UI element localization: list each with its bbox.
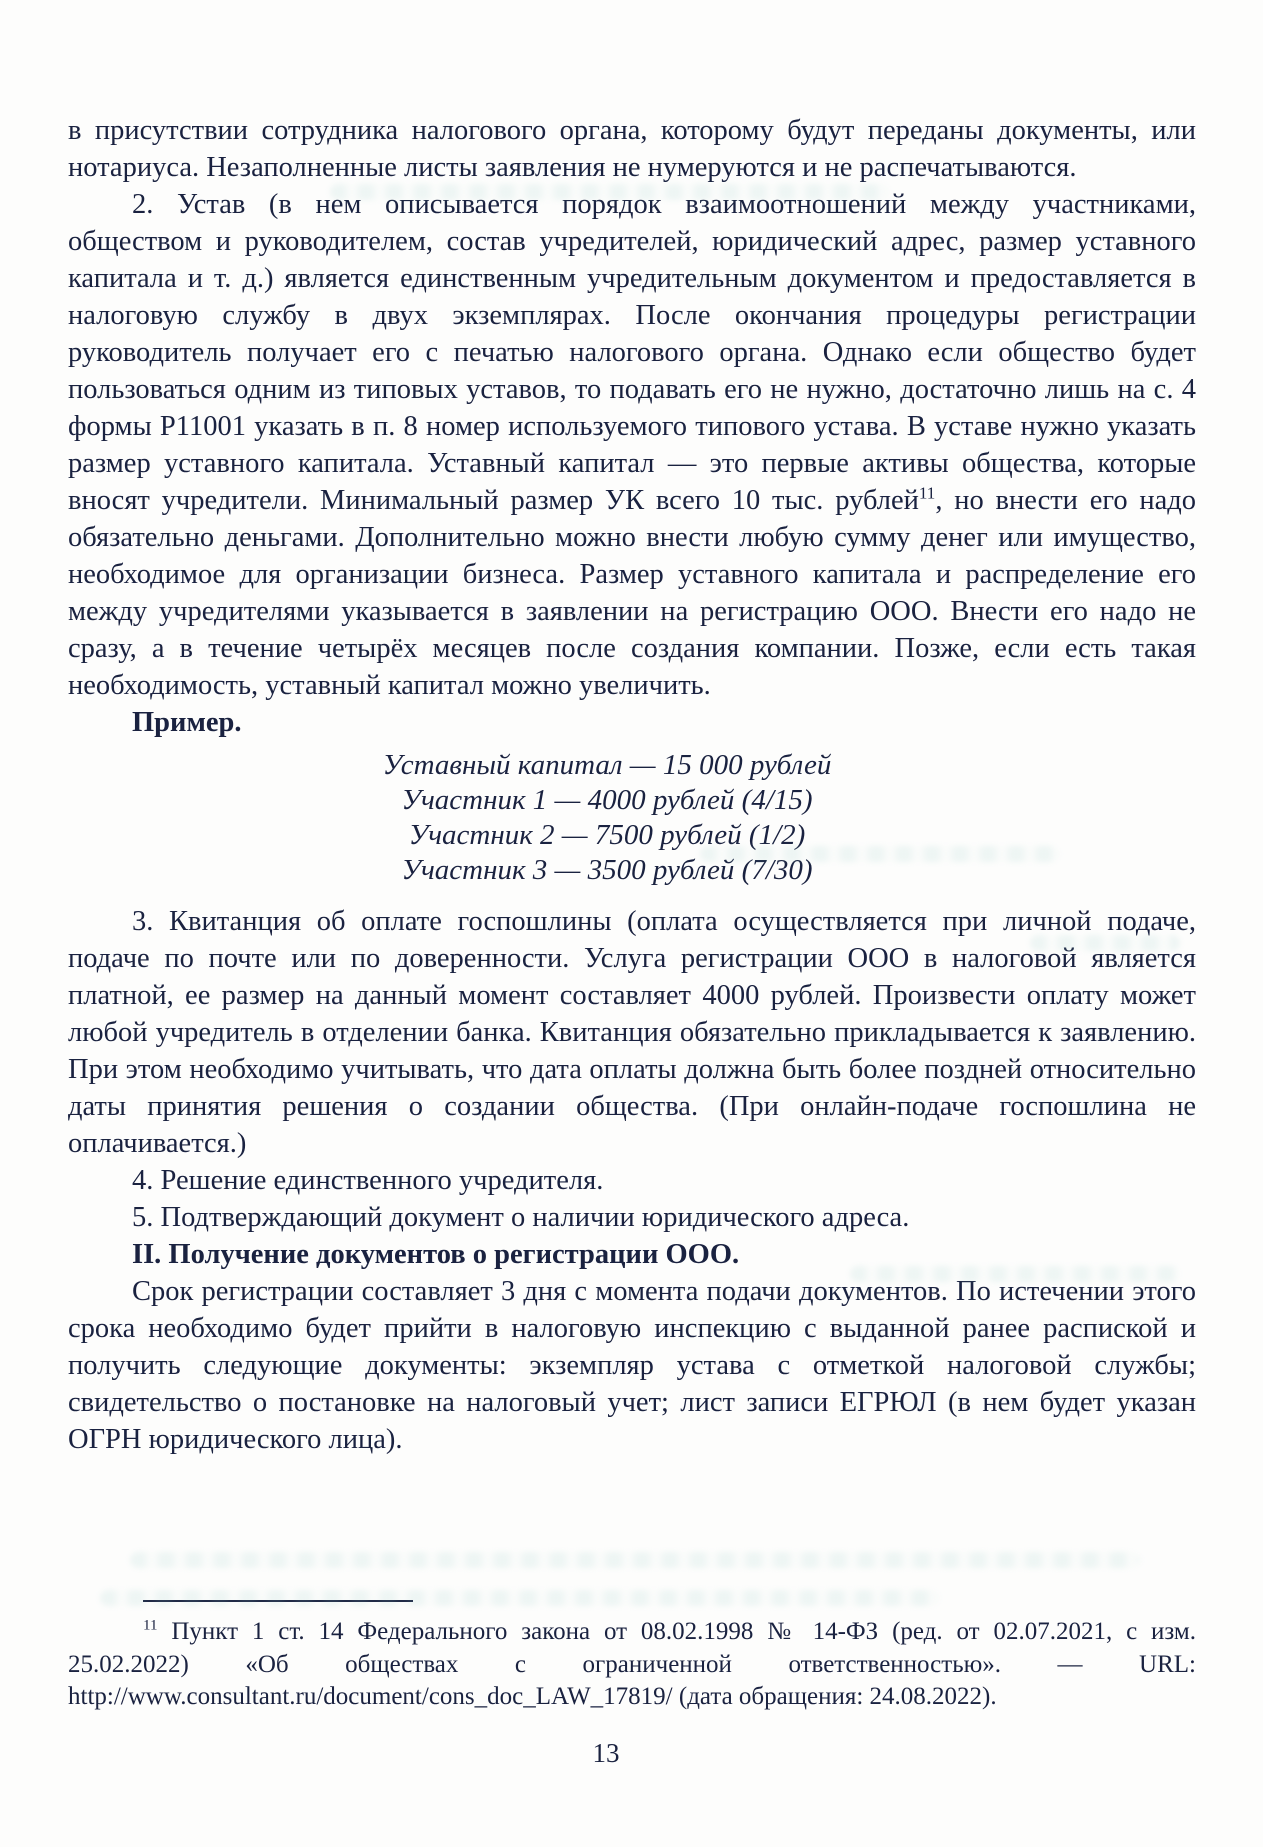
paragraph-charter-text-after: , но внести его надо обязательно деньгами. Дополнительно можно внести любую сумму денег или имущество, необходимое для организации бизнеса. Размер уставного капитала и распределение его между учредителями указывается в заявлении на регистрацию ООО. Внести его надо не сразу, а в течение четырёх месяцев после создания компании. Позже, если есть такая необходимость, уставный капитал можно увеличить. [68, 485, 1196, 701]
paragraph-term: Срок регистрации составляет 3 дня с момента подачи документов. По истечении этого срока необходимо будет прийти в налоговую инспекцию с выданной ранее распиской и получить следующие документы: экземпляр устава с отметкой налоговой службы; свидетельство о постановке на налоговый учет; лист записи ЕГРЮЛ (в нем будет указан ОГРН юридического лица). [68, 1276, 1196, 1455]
example-line-member-2: Участник 2 — 7500 рублей (1/2) [408, 819, 806, 851]
footnote-separator [143, 1600, 413, 1602]
footnote-reference-11: 11 [918, 483, 936, 503]
example-line-member-3: Участник 3 — 3500 рублей (7/30) [401, 854, 813, 886]
paragraph-charter-text-before: 2. Устав (в нем описывается порядок взаимоотношений между участниками, обществом и руководителем, состав учредителей, юридический адрес, размер уставного капитала и т. д.) является единственным учредительным документом и предоставляется в налоговую службу в двух экземплярах. После окончания процедуры регистрации руководитель получает его с печатью налогового органа. Однако если общество будет пользоваться одним из типовых уставов, то подавать его не нужно, достаточно лишь на с. 4 формы Р11001 указать в п. 8 номер используемого типового устава. В уставе нужно указать размер уставного капитала. Уставный капитал — это первые активы общества, которые вносят учредители. Минимальный размер УК всего 10 тыс. рублей [68, 189, 1196, 516]
example-label: Пример. [132, 707, 242, 738]
example-line-capital: Уставный капитал — 15 000 рублей [382, 749, 832, 781]
footnote-body: Пункт 1 ст. 14 Федерального закона от 08.02.1998 № 14-ФЗ (ред. от 02.07.2021, с изм. 25.02.2022) «Об обществах с ограниченной ответственностью». — URL: http://www.consultant.ru/document/cons_doc_LAW_17819/ (дата обращения: 24.08.2022). [68, 1618, 1197, 1710]
page-number: 13 [592, 1738, 620, 1768]
example-line-member-1: Участник 1 — 4000 рублей (4/15) [401, 784, 813, 816]
example-block [43, 748, 1171, 888]
page-body [68, 112, 1196, 1458]
paragraph-fee: 3. Квитанция об оплате госпошлины (оплата осуществляется при личной подаче, подаче по почте или по доверенности. Услуга регистрации ООО в налоговой является платной, ее размер на данный момент составляет 4000 рублей. Произвести оплату может любой учредитель в отделении банка. Квитанция обязательно прикладывается к заявлению. При этом необходимо учитывать, что дата оплаты должна быть более поздней относительно даты принятия решения о создании общества. (При онлайн-подаче госпошлина не оплачивается.) [68, 906, 1196, 1159]
list-item-5: 5. Подтверждающий документ о наличии юридического адреса. [132, 1202, 910, 1233]
footnote-area [68, 1600, 1196, 1714]
scan-artifact [130, 1552, 1140, 1568]
list-item-4: 4. Решение единственного учредителя. [132, 1165, 604, 1196]
paragraph-charter [68, 186, 1196, 704]
paragraph-intro: в присутствии сотрудника налогового органа, которому будут переданы документы, или нотариуса. Незаполненные листы заявления не нумеруются и не распечатываются. [68, 115, 1196, 183]
footnote-text [68, 1616, 1196, 1714]
section-heading: II. Получение документов о регистрации ООО. [132, 1239, 740, 1270]
footnote-marker: 11 [143, 1617, 158, 1634]
